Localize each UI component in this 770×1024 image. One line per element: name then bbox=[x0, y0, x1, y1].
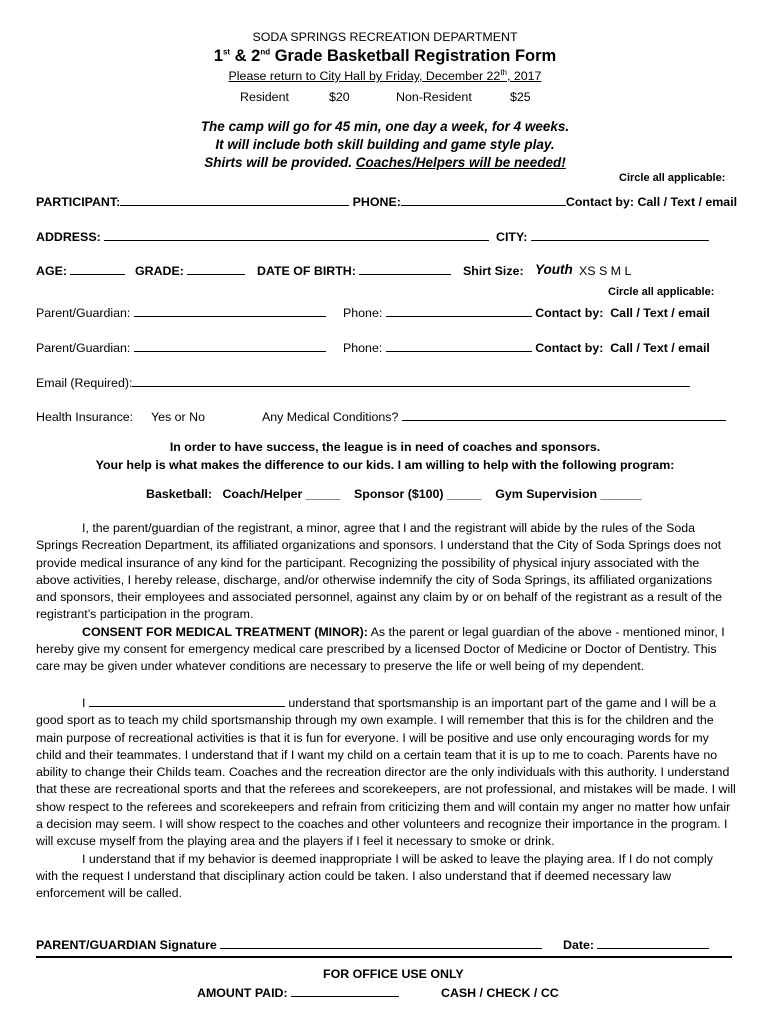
sportsmanship-text: understand that sportsmanship is an important part of the game and I will be a good sport as to teach my child sportsmanship through my own example. I will remember that this is for the children and the main purpose of recreational activities is that it is fun for everyone. I will be positive and use only encouraging words for my child and their teammates. I understand that if I want my child on a certain team that it is up to me to coach. Parents have no ability to change their Childs team. Coaches and the recreation director are the only individuals with this authority. I understand that these are recreational sports and that the referees and scorekeepers, are not professional, and mistakes will be made. I will show respect to the referees and scorekeepers and refrain from criticizing them and will contain my anger no matter how unfair a decision may seem. I will show respect to the coaches and other volunteers and recognize their importance in the program. I will excuse myself from the playing area and the players if I feel it necessary to smoke or drink. bbox=[36, 696, 736, 849]
amount-row bbox=[197, 986, 399, 1000]
circle-applicable-2: Circle all applicable: bbox=[608, 286, 715, 298]
participant-row bbox=[36, 195, 737, 209]
intro-line-2: It will include both skill building and game style play. bbox=[215, 137, 555, 152]
basketball-label: Basketball: bbox=[146, 487, 213, 501]
phone2-label: Phone: bbox=[343, 341, 383, 355]
age-label: AGE: bbox=[36, 264, 67, 278]
phone1-label: Phone: bbox=[343, 306, 383, 320]
address-label: ADDRESS: bbox=[36, 230, 101, 244]
sportsmanship-name-input[interactable] bbox=[89, 705, 285, 707]
participant-label: PARTICIPANT: bbox=[36, 195, 121, 209]
consent-text: As the parent or legal guardian of the above - mentioned minor, I hereby give my consent for emergency medical care prescribed by a licensed Doctor of Medicine or Doctor of Dentistry. This care may be given under whatever conditions are necessary to preserve the life or well being of my dependent. bbox=[36, 624, 725, 674]
parent2-input[interactable] bbox=[134, 350, 326, 352]
date-label: Date: bbox=[563, 938, 594, 952]
payment-methods: CASH / CHECK / CC bbox=[441, 986, 559, 1000]
contact1-label: Contact by: bbox=[535, 306, 604, 320]
consent-label: CONSENT FOR MEDICAL TREATMENT (MINOR): bbox=[82, 624, 368, 639]
participant-phone-input[interactable] bbox=[401, 204, 566, 206]
dob-input[interactable] bbox=[359, 273, 451, 275]
age-input[interactable] bbox=[70, 273, 125, 275]
sportsmanship-prefix: I bbox=[82, 696, 86, 710]
department-name: SODA SPRINGS RECREATION DEPARTMENT bbox=[252, 30, 518, 44]
nonresident-fee: $25 bbox=[510, 90, 531, 104]
city-input[interactable] bbox=[531, 239, 709, 241]
volunteer-line-1: In order to have success, the league is in need of coaches and sponsors. bbox=[169, 440, 601, 454]
contact2-label: Contact by: bbox=[535, 341, 604, 355]
dob-row bbox=[257, 264, 451, 278]
return-year: , 2017 bbox=[507, 69, 542, 83]
nonresident-label: Non-Resident bbox=[396, 90, 472, 104]
shirt-size-label: Shirt Size: bbox=[463, 264, 524, 278]
divider bbox=[36, 956, 732, 958]
behavior-text: I understand that if my behavior is deemed inappropriate I will be asked to leave the playing area. If I do not comply with the request I understand that disciplinary action could be taken. I also understand that if deemed necessary law enforcement will be called. bbox=[36, 851, 713, 901]
signature-label: PARENT/GUARDIAN Signature bbox=[36, 938, 217, 952]
coach-option[interactable]: Coach/Helper _____ bbox=[222, 487, 341, 501]
date-input[interactable] bbox=[597, 947, 709, 949]
parent1-row bbox=[36, 306, 326, 320]
phone1-input[interactable] bbox=[386, 315, 532, 317]
grade-label: GRADE: bbox=[135, 264, 184, 278]
email-label: Email (Required): bbox=[36, 376, 133, 390]
participant-input[interactable] bbox=[120, 204, 349, 206]
phone1-row bbox=[343, 306, 710, 320]
title-amp: & 2 bbox=[230, 47, 261, 65]
resident-fee: $20 bbox=[329, 90, 350, 104]
age-row bbox=[36, 264, 125, 278]
intro-coaches: Coaches/Helpers will be needed! bbox=[355, 155, 566, 170]
phone2-row bbox=[343, 341, 710, 355]
youth-label: Youth bbox=[535, 262, 573, 277]
shirt-sizes[interactable]: XS S M L bbox=[579, 264, 632, 278]
gym-option[interactable]: Gym Supervision ______ bbox=[495, 487, 642, 501]
amount-label: AMOUNT PAID: bbox=[197, 986, 288, 1000]
phone-label: PHONE: bbox=[352, 195, 401, 209]
circle-applicable-1: Circle all applicable: bbox=[619, 172, 726, 184]
grade-input[interactable] bbox=[187, 273, 245, 275]
parent2-row bbox=[36, 341, 326, 355]
parent1-input[interactable] bbox=[134, 315, 326, 317]
contact1-options[interactable]: Call / Text / email bbox=[610, 306, 710, 320]
resident-label: Resident bbox=[240, 90, 289, 104]
email-row bbox=[36, 376, 690, 390]
address-row bbox=[36, 230, 489, 244]
grade-row bbox=[135, 264, 245, 278]
amount-input[interactable] bbox=[291, 995, 399, 997]
intro-line-1: The camp will go for 45 min, one day a week, for 4 weeks. bbox=[200, 119, 570, 134]
address-input[interactable] bbox=[104, 239, 489, 241]
parent2-label: Parent/Guardian: bbox=[36, 341, 131, 355]
contact-c: C bbox=[565, 195, 575, 209]
signature-input[interactable] bbox=[220, 947, 542, 949]
return-sup: th bbox=[500, 67, 507, 77]
volunteer-line-2: Your help is what makes the difference to our kids. I am willing to help with the following program: bbox=[95, 458, 675, 472]
form-title bbox=[0, 47, 770, 66]
city-row bbox=[496, 230, 709, 244]
office-title: FOR OFFICE USE ONLY bbox=[323, 967, 464, 981]
health-label: Health Insurance: bbox=[36, 410, 134, 424]
signature-row bbox=[36, 938, 542, 952]
date-row bbox=[563, 938, 709, 952]
city-label: CITY: bbox=[496, 230, 528, 244]
title-rest: Grade Basketball Registration Form bbox=[270, 47, 557, 65]
phone2-input[interactable] bbox=[386, 350, 532, 352]
medical-input[interactable] bbox=[402, 419, 726, 421]
waiver-paragraph bbox=[36, 520, 736, 676]
dob-label: DATE OF BIRTH: bbox=[257, 264, 356, 278]
sponsor-option[interactable]: Sponsor ($100) _____ bbox=[354, 487, 482, 501]
contact-rest: ontact by: Call / Text / email bbox=[574, 195, 738, 209]
parent1-label: Parent/Guardian: bbox=[36, 306, 131, 320]
waiver-text: I, the parent/guardian of the registrant, a minor, agree that I and the registrant will abide by the rules of the Soda Springs Recreation Department, its affiliated organizations and sponsors. I understand that the City of Soda Springs does not provide medical insurance of any kind for the participant. Recognizing the possibility of physical injury associated with the above activities, I hereby release, discharge, and/or otherwise indemnify the city of Soda Springs, its affiliated organizations and sponsors, their employees and associated personnel, against any claim by or on behalf of the registrant as a result of the registrant’s participation in the program. bbox=[36, 521, 723, 622]
medical-row bbox=[262, 410, 726, 424]
email-input[interactable] bbox=[132, 385, 690, 387]
contact2-options[interactable]: Call / Text / email bbox=[610, 341, 710, 355]
intro-shirts: Shirts will be provided. bbox=[204, 155, 356, 170]
health-yes-no[interactable]: Yes or No bbox=[151, 410, 205, 424]
title-sup2: nd bbox=[260, 47, 271, 57]
title-grade1: 1 bbox=[213, 47, 223, 65]
intro-line-3 bbox=[0, 155, 770, 170]
volunteer-options bbox=[146, 487, 642, 501]
title-sup1: st bbox=[222, 47, 231, 57]
return-instructions bbox=[0, 69, 770, 83]
return-text: Please return to City Hall by Friday, December 22 bbox=[228, 69, 501, 83]
sportsmanship-paragraph bbox=[36, 695, 736, 903]
medical-label: Any Medical Conditions? bbox=[262, 410, 399, 424]
